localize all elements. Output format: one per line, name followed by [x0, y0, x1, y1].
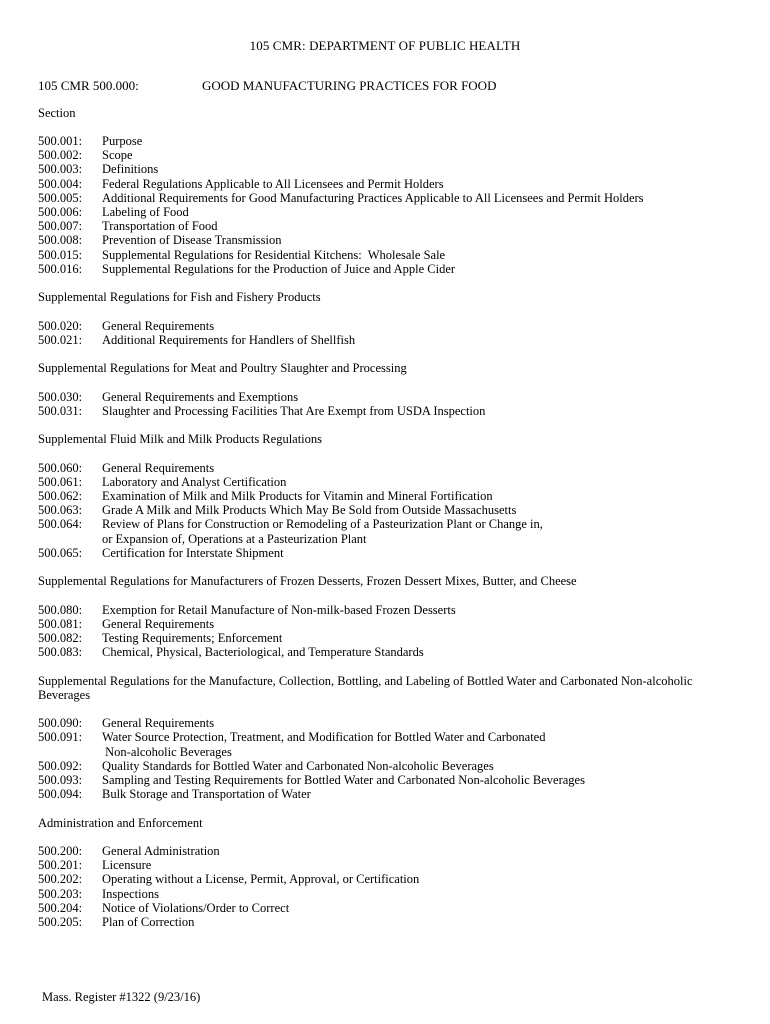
section-title: Grade A Milk and Milk Products Which May Be Sold from Outside Massachusetts: [102, 503, 517, 518]
toc-entry: [38, 915, 738, 929]
section-number: 500.060:: [38, 460, 83, 475]
group-spacer: [38, 801, 738, 815]
section-number: 500.081:: [38, 616, 83, 631]
toc-group: [38, 432, 738, 560]
toc-entry: [38, 489, 738, 503]
toc-group: [38, 574, 738, 659]
section-number: 500.205:: [38, 914, 83, 929]
toc-entry: [38, 404, 738, 418]
section-title: Operating without a License, Permit, Approval, or Certification: [102, 872, 420, 887]
toc-entry: [38, 901, 738, 915]
chapter-name: GOOD MANUFACTURING PRACTICES FOR FOOD: [202, 78, 497, 93]
toc-entry: [38, 887, 738, 901]
toc-entries: [38, 603, 738, 660]
section-title: General Requirements: [102, 318, 215, 333]
section-number: 500.065:: [38, 545, 83, 560]
group-title: Administration and Enforcement: [38, 815, 203, 830]
section-number: 500.082:: [38, 630, 83, 645]
toc-entry: [38, 191, 738, 205]
toc-entry: [38, 787, 738, 801]
section-number: 500.200:: [38, 843, 83, 858]
toc-entry: [38, 617, 738, 631]
section-number: 500.001:: [38, 134, 83, 148]
toc-entry: [38, 872, 738, 886]
toc-entry: [38, 233, 738, 247]
section-number: 500.015:: [38, 247, 83, 262]
section-title: General Requirements: [102, 460, 215, 475]
group-title: Supplemental Regulations for Manufacturers of Frozen Desserts, Frozen Dessert Mixes, Butter, and Cheese: [38, 574, 577, 589]
toc-entry: [38, 248, 738, 262]
section-title: Supplemental Regulations for the Production of Juice and Apple Cider: [102, 261, 456, 276]
section-title: Notice of Violations/Order to Correct: [102, 900, 290, 915]
section-title: Quality Standards for Bottled Water and Carbonated Non-alcoholic Beverages: [102, 758, 494, 773]
toc-entry: [38, 177, 738, 191]
section-number: 500.031:: [38, 403, 83, 418]
page-footer: Mass. Register #1322 (9/23/16): [42, 990, 201, 1004]
section-title: Labeling of Food: [102, 205, 189, 220]
section-number: 500.030:: [38, 389, 83, 404]
section-number: 500.002:: [38, 148, 83, 163]
section-number: 500.064:: [38, 517, 83, 532]
section-number: 500.093:: [38, 772, 83, 787]
section-title: Chemical, Physical, Bacteriological, and Temperature Standards: [102, 645, 424, 660]
toc-entry: [38, 759, 738, 773]
section-number: 500.008:: [38, 233, 83, 248]
toc-entry: [38, 390, 738, 404]
toc-entry: [38, 319, 738, 333]
section-number: 500.007:: [38, 219, 83, 234]
section-title: Purpose: [102, 134, 143, 148]
section-number: 500.062:: [38, 488, 83, 503]
section-number: 500.003:: [38, 162, 83, 177]
section-number: 500.021:: [38, 332, 83, 347]
toc-entries: [38, 461, 738, 560]
section-title: Inspections: [102, 886, 159, 901]
group-spacer: [38, 418, 738, 432]
section-number: 500.091:: [38, 730, 83, 745]
toc-entries: [38, 134, 738, 276]
toc-group: [38, 674, 738, 802]
section-title: Examination of Milk and Milk Products for Vitamin and Mineral Fortification: [102, 488, 493, 503]
section-title: Testing Requirements; Enforcement: [102, 630, 283, 645]
toc-entry: [38, 262, 738, 276]
toc-entry: [38, 603, 738, 617]
group-title: Supplemental Regulations for Meat and Poultry Slaughter and Processing: [38, 361, 407, 376]
section-number: 500.063:: [38, 503, 83, 518]
section-number: 500.201:: [38, 858, 83, 873]
toc-entry: [38, 716, 738, 730]
toc-entry: [38, 461, 738, 475]
section-title: Additional Requirements for Good Manufacturing Practices Applicable to All Licensees and Permit Holders: [102, 190, 644, 205]
toc-entry: [38, 517, 738, 545]
section-number: 500.092:: [38, 758, 83, 773]
section-title: Exemption for Retail Manufacture of Non-milk-based Frozen Desserts: [102, 602, 456, 617]
toc-entry: [38, 219, 738, 233]
section-title: General Administration: [102, 843, 220, 858]
toc-entry: [38, 844, 738, 858]
toc-entry: [38, 546, 738, 560]
toc-entries: [38, 319, 738, 347]
section-title: Prevention of Disease Transmission: [102, 233, 282, 248]
section-number: 500.080:: [38, 602, 83, 617]
toc-entry: [38, 858, 738, 872]
section-title: Review of Plans for Construction or Remodeling of a Pasteurization Plant or Change in, or Expansion of, Operations at a Pasteurization Plant: [102, 517, 543, 546]
group-title: Supplemental Regulations for Fish and Fishery Products: [38, 290, 321, 305]
section-title: Licensure: [102, 858, 152, 873]
section-label: Section: [38, 106, 76, 120]
section-number: 500.061:: [38, 474, 83, 489]
toc-entries: [38, 844, 738, 929]
section-title: Definitions: [102, 162, 159, 177]
group-spacer: [38, 659, 738, 673]
toc-entry: [38, 475, 738, 489]
section-title: General Requirements: [102, 716, 215, 731]
group-title: Supplemental Regulations for the Manufacture, Collection, Bottling, and Labeling of Bottled Water and Carbonated Non-alcoholic Beverages: [38, 673, 693, 702]
toc-entry: [38, 645, 738, 659]
section-title: General Requirements and Exemptions: [102, 389, 299, 404]
toc-entry: [38, 205, 738, 219]
group-spacer: [38, 276, 738, 290]
section-number: 500.020:: [38, 318, 83, 333]
page-header: 105 CMR: DEPARTMENT OF PUBLIC HEALTH: [249, 38, 521, 53]
section-number: 500.202:: [38, 872, 83, 887]
section-title: Scope: [102, 148, 133, 163]
toc-entry: [38, 631, 738, 645]
chapter-code: 105 CMR 500.000:: [38, 78, 139, 93]
chapter-title: [38, 78, 738, 94]
section-number: 500.006:: [38, 205, 83, 220]
toc-entry: [38, 134, 738, 148]
table-of-contents: [38, 134, 738, 929]
section-title: Laboratory and Analyst Certification: [102, 474, 287, 489]
section-title: Sampling and Testing Requirements for Bottled Water and Carbonated Non-alcoholic Beverages: [102, 772, 585, 787]
toc-group: [38, 816, 738, 930]
section-number: 500.094:: [38, 787, 83, 802]
toc-entry: [38, 503, 738, 517]
section-number: 500.083:: [38, 645, 83, 660]
toc-entry: [38, 730, 738, 758]
section-title: Slaughter and Processing Facilities That Are Exempt from USDA Inspection: [102, 403, 486, 418]
toc-entry: [38, 333, 738, 347]
section-title: General Requirements: [102, 616, 215, 631]
toc-entry: [38, 162, 738, 176]
section-title: Additional Requirements for Handlers of Shellfish: [102, 332, 356, 347]
section-title: Transportation of Food: [102, 219, 218, 234]
group-title: Supplemental Fluid Milk and Milk Products Regulations: [38, 432, 323, 447]
section-number: 500.016:: [38, 261, 83, 276]
section-title: Plan of Correction: [102, 914, 195, 929]
section-title: Supplemental Regulations for Residential Kitchens: Wholesale Sale: [102, 247, 446, 262]
group-spacer: [38, 347, 738, 361]
section-number: 500.004:: [38, 176, 83, 191]
group-spacer: [38, 560, 738, 574]
section-number: 500.090:: [38, 716, 83, 731]
toc-group: [38, 361, 738, 418]
toc-entries: [38, 716, 738, 801]
toc-entry: [38, 773, 738, 787]
section-title: Federal Regulations Applicable to All Licensees and Permit Holders: [102, 176, 444, 191]
toc-entry: [38, 148, 738, 162]
section-number: 500.005:: [38, 190, 83, 205]
section-number: 500.203:: [38, 886, 83, 901]
section-title: Water Source Protection, Treatment, and Modification for Bottled Water and Carbonated Non-alcoholic Beverages: [102, 730, 546, 759]
toc-group: [38, 134, 738, 276]
toc-entries: [38, 390, 738, 418]
section-title: Certification for Interstate Shipment: [102, 545, 284, 560]
section-number: 500.204:: [38, 900, 83, 915]
toc-group: [38, 290, 738, 347]
section-title: Bulk Storage and Transportation of Water: [102, 787, 311, 802]
